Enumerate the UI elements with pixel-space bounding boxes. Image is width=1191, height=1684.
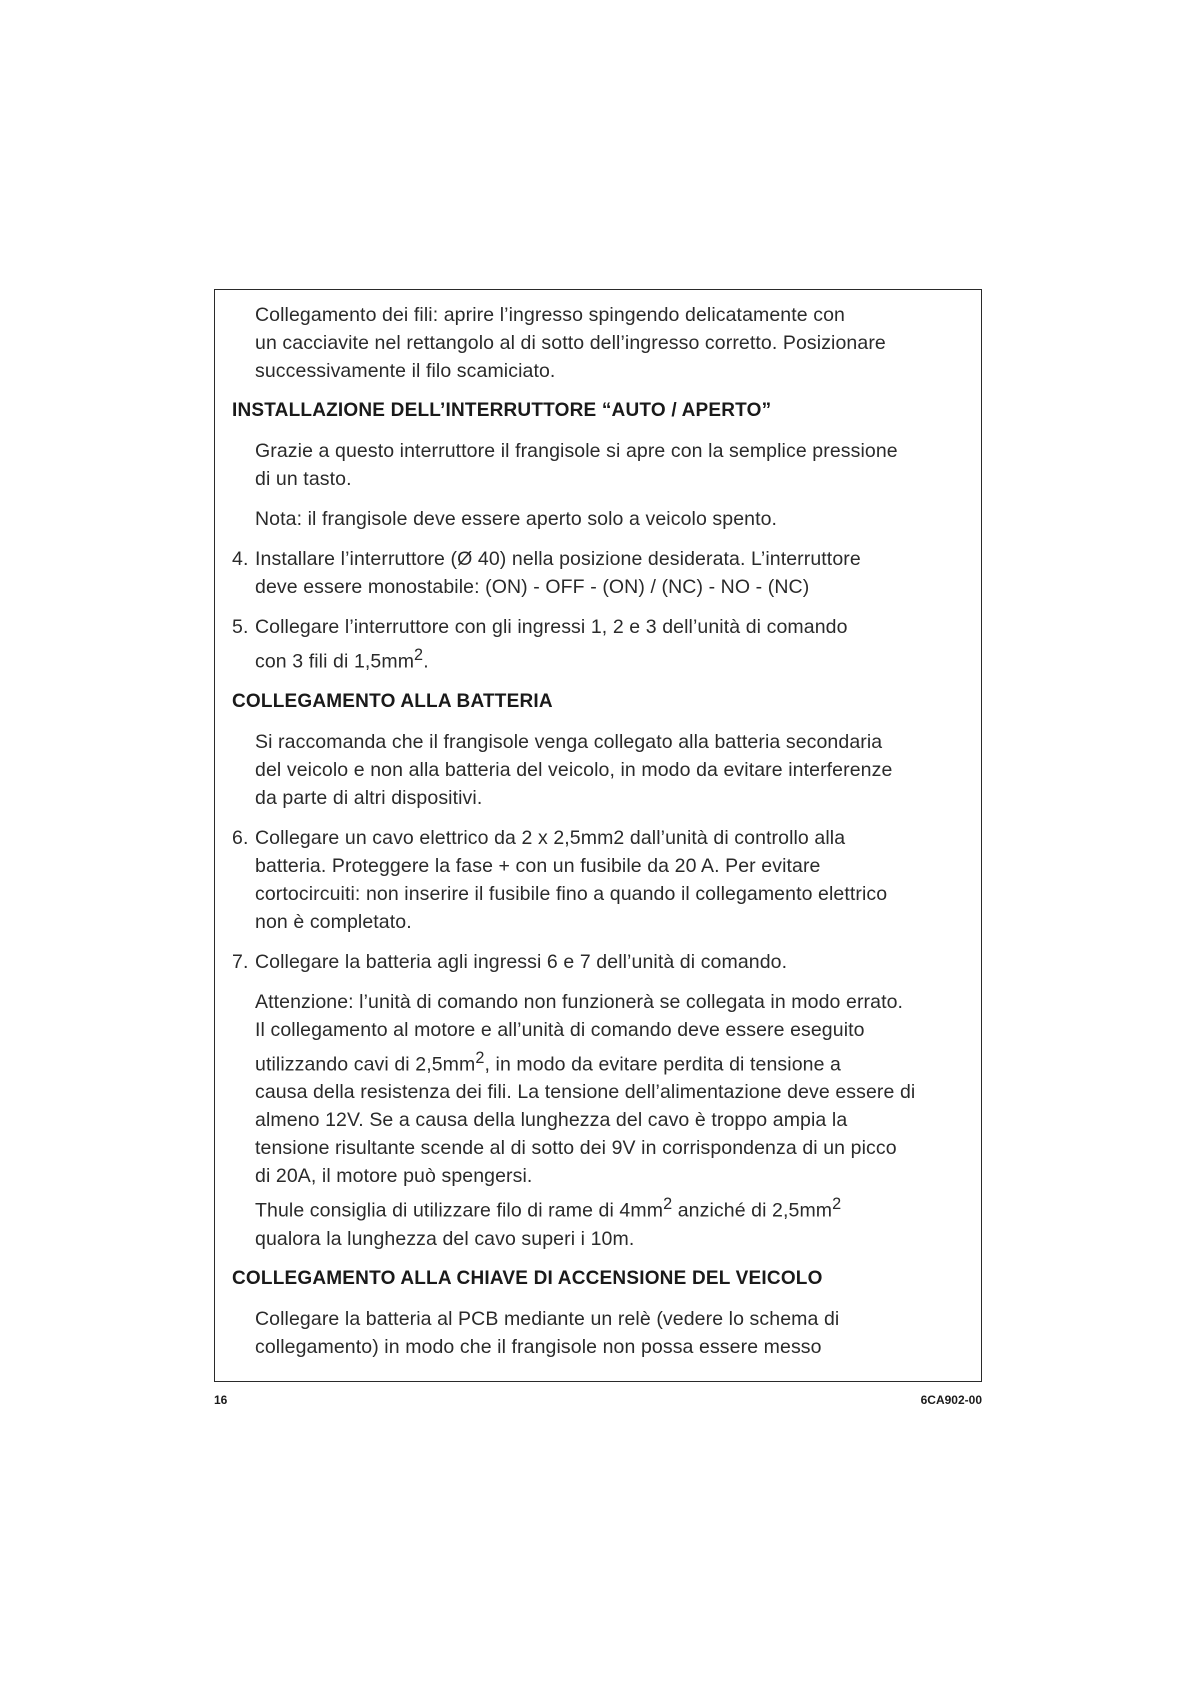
switch-intro-paragraph: Grazie a questo interruttore il frangisole si apre con la semplice pressione di un tasto. xyxy=(255,440,898,490)
list-item-text: Installare l’interruttore (Ø 40) nella posizione desiderata. L’interruttore deve essere monostabile: (ON) - OFF - (ON) / (NC) - NO - (NC) xyxy=(255,548,861,598)
list-item-4 xyxy=(232,545,974,601)
warning-text-part: qualora la lunghezza del cavo superi i 10m. xyxy=(255,1227,635,1250)
list-item-number: 6. xyxy=(232,826,249,849)
ignition-key-heading: COLLEGAMENTO ALLA CHIAVE DI ACCENSIONE DEL VEICOLO xyxy=(232,1267,823,1289)
superscript: 2 xyxy=(475,1048,485,1067)
list-item-number: 7. xyxy=(232,950,249,973)
battery-connection-heading: COLLEGAMENTO ALLA BATTERIA xyxy=(232,690,553,712)
list-item-number: 4. xyxy=(232,548,249,570)
switch-install-heading: INSTALLAZIONE DELL’INTERRUTTORE “AUTO / APERTO” xyxy=(232,400,772,421)
list-item-text-part: Collegare l’interruttore con gli ingressi 1, 2 e 3 dell’unità di comando con 3 fili di 1,5mm xyxy=(255,616,848,673)
document-code: 6CA902-00 xyxy=(920,1393,982,1407)
list-item-7 xyxy=(232,948,974,976)
page-number: 16 xyxy=(214,1393,228,1407)
warning-text-part: Attenzione: l’unità di comando non funzionerà se collegata in modo errato. Il collegamento al motore e all’unità di comando deve essere eseguito utilizzando cavi di 2,5mm xyxy=(255,990,904,1075)
list-item-text: Collegare la batteria agli ingressi 6 e 7 dell’unità di comando. xyxy=(255,950,788,973)
superscript: 2 xyxy=(414,646,424,664)
list-item-number: 5. xyxy=(232,616,249,638)
list-item-text-part: . xyxy=(423,650,429,673)
warning-paragraph xyxy=(255,988,974,1253)
list-item-5 xyxy=(232,613,974,676)
list-item-6 xyxy=(232,824,974,936)
list-item-text: Collegare un cavo elettrico da 2 x 2,5mm2 dall’unità di controllo alla batteria. Proteggere la fase + con un fusibile da 20 A. Per evitare cortocircuiti: non inserire il fusibile fino a quando il collegamento elettrico non è completato. xyxy=(255,826,888,933)
warning-text-part: anziché di 2,5mm xyxy=(672,1199,833,1222)
battery-recommendation-paragraph: Si raccomanda che il frangisole venga collegato alla batteria secondaria del veicolo e non alla batteria del veicolo, in modo da evitare interferenze da parte di altri dispositivi. xyxy=(255,730,893,809)
ignition-paragraph: Collegare la batteria al PCB mediante un relè (vedere lo schema di collegamento) in modo che il frangisole non possa essere messo xyxy=(255,1307,840,1358)
warning-text-part: , in modo da evitare perdita di tensione a causa della resistenza dei fili. La tensione dell’alimentazione deve essere di almeno 12V. Se a causa della lunghezza del cavo è troppo ampia la tensione risultante scende al di sotto dei 9V in corrispondenza di un picco di 20A, il motore può spengersi. Thule consiglia di utilizzare filo di rame di 4mm xyxy=(255,1053,916,1222)
wire-connection-paragraph: Collegamento dei fili: aprire l’ingresso spingendo delicatamente con un cacciavite nel rettangolo al di sotto dell’ingresso corretto. Posizionare successivamente il filo scamiciato. xyxy=(255,304,886,382)
list-item-text xyxy=(255,613,974,676)
superscript: 2 xyxy=(663,1195,673,1213)
superscript: 2 xyxy=(832,1195,842,1213)
switch-note-paragraph: Nota: il frangisole deve essere aperto solo a veicolo spento. xyxy=(255,508,778,530)
page-content xyxy=(232,301,974,1361)
